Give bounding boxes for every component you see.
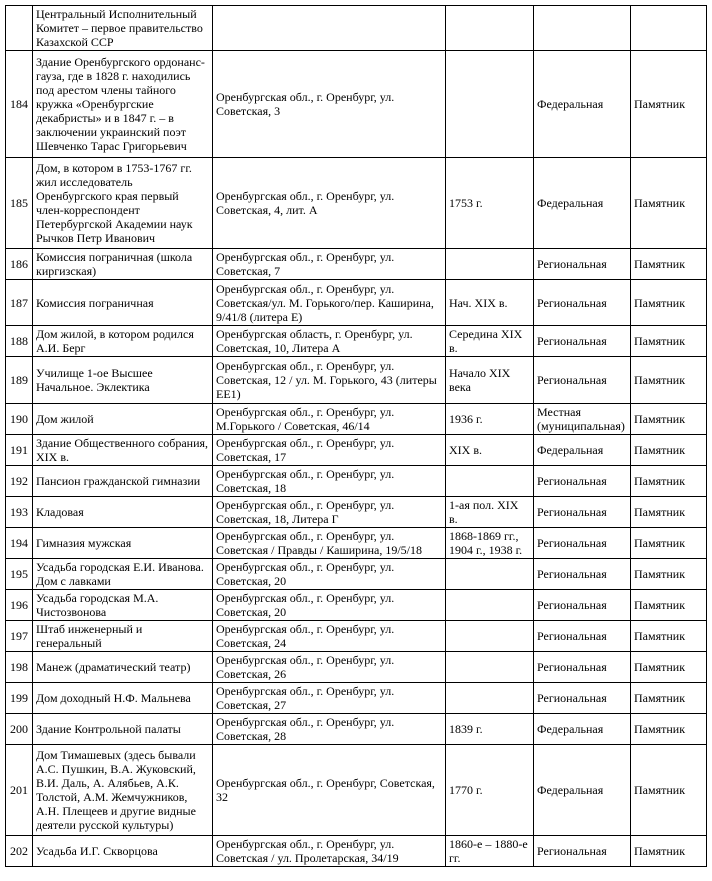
protection-category: Федеральная — [534, 745, 631, 836]
table-body — [6, 6, 707, 867]
table-row — [6, 466, 707, 497]
row-number: 185 — [6, 158, 33, 249]
row-number: 190 — [6, 404, 33, 435]
object-type: Памятник — [631, 528, 707, 559]
monument-address: Оренбургская обл., г. Оренбург, ул. М.Горького / Советская, 46/14 — [213, 404, 446, 435]
table-row — [6, 6, 707, 51]
table-row — [6, 404, 707, 435]
protection-category: Региональная — [534, 326, 631, 357]
monument-address: Оренбургская обл., г. Оренбург, ул. Советская, 7 — [213, 249, 446, 280]
monument-date: 1770 г. — [446, 745, 534, 836]
row-number: 191 — [6, 435, 33, 466]
monument-name: Училище 1-ое Высшее Начальное. Эклектика — [33, 357, 213, 404]
protection-category: Региональная — [534, 683, 631, 714]
protection-category: Региональная — [534, 466, 631, 497]
monument-date — [446, 249, 534, 280]
row-number: 197 — [6, 621, 33, 652]
protection-category: Региональная — [534, 528, 631, 559]
monument-address: Оренбургская обл., г. Оренбург, ул. Советская, 27 — [213, 683, 446, 714]
row-number: 184 — [6, 51, 33, 158]
monument-date — [446, 6, 534, 51]
table-row — [6, 683, 707, 714]
protection-category: Региональная — [534, 280, 631, 326]
monument-name: Комиссия пограничная — [33, 280, 213, 326]
row-number: 202 — [6, 836, 33, 867]
monument-name: Комиссия пограничная (школа киргизская) — [33, 249, 213, 280]
object-type: Памятник — [631, 357, 707, 404]
protection-category: Федеральная — [534, 158, 631, 249]
protection-category — [534, 6, 631, 51]
row-number: 189 — [6, 357, 33, 404]
monument-date: 1-ая пол. XIX в. — [446, 497, 534, 528]
table-row — [6, 745, 707, 836]
monument-name: Штаб инженерный и генеральный — [33, 621, 213, 652]
monument-address: Оренбургская обл., г. Оренбург, ул. Советская, 20 — [213, 559, 446, 590]
monument-address: Оренбургская обл., г. Оренбург, ул. Советская, 20 — [213, 590, 446, 621]
protection-category: Региональная — [534, 559, 631, 590]
monuments-table — [5, 5, 707, 867]
monument-name: Пансион гражданской гимназии — [33, 466, 213, 497]
monument-address: Оренбургская обл., г. Оренбург, ул. Советская, 17 — [213, 435, 446, 466]
monument-date: 1860-е – 1880-е гг. — [446, 836, 534, 867]
monument-name: Дом доходный Н.Ф. Мальнева — [33, 683, 213, 714]
monument-date: 1753 г. — [446, 158, 534, 249]
protection-category: Местная (муниципальная) — [534, 404, 631, 435]
monument-name: Кладовая — [33, 497, 213, 528]
table-row — [6, 590, 707, 621]
object-type: Памятник — [631, 326, 707, 357]
monument-address: Оренбургская обл., г. Оренбург, ул. Советская/ул. М. Горького/пер. Каширина, 9/41/8 (литера Е) — [213, 280, 446, 326]
monument-date — [446, 559, 534, 590]
monument-date: Начало XIX века — [446, 357, 534, 404]
protection-category: Региональная — [534, 621, 631, 652]
object-type: Памятник — [631, 51, 707, 158]
protection-category: Региональная — [534, 249, 631, 280]
object-type — [631, 6, 707, 51]
table-row — [6, 836, 707, 867]
table-row — [6, 497, 707, 528]
object-type: Памятник — [631, 652, 707, 683]
monument-date — [446, 590, 534, 621]
monument-address: Оренбургская область, г. Оренбург, ул. Советская, 10, Литера А — [213, 326, 446, 357]
protection-category: Региональная — [534, 590, 631, 621]
monument-name: Здание Оренбургского ордонанс-гауза, где в 1828 г. находились под арестом члены тайного кружка «Оренбургские декабристы» и в 1847 г. – в заключении украинский поэт Шевченко Тарас Григорьевич — [33, 51, 213, 158]
table-row — [6, 559, 707, 590]
monument-address: Оренбургская обл., г. Оренбург, ул. Советская, 24 — [213, 621, 446, 652]
table-row — [6, 158, 707, 249]
row-number: 194 — [6, 528, 33, 559]
monument-date: 1839 г. — [446, 714, 534, 745]
monument-date — [446, 683, 534, 714]
object-type: Памятник — [631, 590, 707, 621]
table-row — [6, 326, 707, 357]
table-row — [6, 51, 707, 158]
monument-name: Здание Общественного собрания, XIX в. — [33, 435, 213, 466]
monument-address: Оренбургская обл., г. Оренбург, ул. Советская / ул. Пролетарская, 34/19 — [213, 836, 446, 867]
row-number: 195 — [6, 559, 33, 590]
monument-name: Манеж (драматический театр) — [33, 652, 213, 683]
monument-address: Оренбургская обл., г. Оренбург, Советская, 32 — [213, 745, 446, 836]
protection-category: Региональная — [534, 836, 631, 867]
row-number: 199 — [6, 683, 33, 714]
object-type: Памятник — [631, 280, 707, 326]
monument-date: XIX в. — [446, 435, 534, 466]
table-row — [6, 249, 707, 280]
object-type: Памятник — [631, 745, 707, 836]
monument-name: Дом Тимашевых (здесь бывали А.С. Пушкин, В.А. Жуковский, В.И. Даль, А. Алябьев, А.К. Толстой, А.М. Жемчужников, А.Н. Плещеев и другие видные деятели русской культуры) — [33, 745, 213, 836]
object-type: Памятник — [631, 466, 707, 497]
monument-address: Оренбургская обл., г. Оренбург, ул. Советская, 28 — [213, 714, 446, 745]
monument-date: 1936 г. — [446, 404, 534, 435]
row-number: 186 — [6, 249, 33, 280]
row-number: 193 — [6, 497, 33, 528]
monument-date: Нач. XIX в. — [446, 280, 534, 326]
monument-date — [446, 51, 534, 158]
monument-name: Здание Контрольной палаты — [33, 714, 213, 745]
monument-name: Дом, в котором в 1753-1767 гг. жил исследователь Оренбургского края первый член-корреспондент Петербургской Академии наук Рычков Петр Иванович — [33, 158, 213, 249]
monument-address — [213, 6, 446, 51]
monument-name: Усадьба городская М.А. Чистозвонова — [33, 590, 213, 621]
protection-category: Региональная — [534, 652, 631, 683]
table-row — [6, 528, 707, 559]
object-type: Памятник — [631, 683, 707, 714]
object-type: Памятник — [631, 497, 707, 528]
table-row — [6, 714, 707, 745]
monument-date — [446, 621, 534, 652]
monument-address: Оренбургская обл., г. Оренбург, ул. Советская / Правды / Каширина, 19/5/18 — [213, 528, 446, 559]
row-number: 192 — [6, 466, 33, 497]
monument-name: Гимназия мужская — [33, 528, 213, 559]
protection-category: Федеральная — [534, 714, 631, 745]
table-row — [6, 621, 707, 652]
monument-name: Дом жилой, в котором родился А.И. Берг — [33, 326, 213, 357]
protection-category: Федеральная — [534, 51, 631, 158]
object-type: Памятник — [631, 836, 707, 867]
object-type: Памятник — [631, 435, 707, 466]
monument-name: Центральный Исполнительный Комитет – первое правительство Казахской ССР — [33, 6, 213, 51]
table-row — [6, 652, 707, 683]
table-row — [6, 280, 707, 326]
monument-name: Дом жилой — [33, 404, 213, 435]
monument-name: Усадьба городская Е.И. Иванова. Дом с лавками — [33, 559, 213, 590]
monument-name: Усадьба И.Г. Скворцова — [33, 836, 213, 867]
protection-category: Федеральная — [534, 435, 631, 466]
row-number: 198 — [6, 652, 33, 683]
protection-category: Региональная — [534, 497, 631, 528]
monument-date — [446, 466, 534, 497]
object-type: Памятник — [631, 559, 707, 590]
table-row — [6, 435, 707, 466]
monument-date — [446, 652, 534, 683]
monument-address: Оренбургская обл., г. Оренбург, ул. Советская, 4, лит. А — [213, 158, 446, 249]
object-type: Памятник — [631, 404, 707, 435]
object-type: Памятник — [631, 249, 707, 280]
object-type: Памятник — [631, 158, 707, 249]
monument-address: Оренбургская обл., г. Оренбург, ул. Советская, 18 — [213, 466, 446, 497]
row-number: 201 — [6, 745, 33, 836]
monument-address: Оренбургская обл., г. Оренбург, ул. Советская, 18, Литера Г — [213, 497, 446, 528]
object-type: Памятник — [631, 714, 707, 745]
monument-date: Середина XIX в. — [446, 326, 534, 357]
monument-address: Оренбургская обл., г. Оренбург, ул. Советская, 12 / ул. М. Горького, 43 (литеры ЕЕ1) — [213, 357, 446, 404]
protection-category: Региональная — [534, 357, 631, 404]
row-number: 200 — [6, 714, 33, 745]
monument-address: Оренбургская обл., г. Оренбург, ул. Советская, 26 — [213, 652, 446, 683]
row-number: 196 — [6, 590, 33, 621]
table-row — [6, 357, 707, 404]
row-number: 188 — [6, 326, 33, 357]
row-number — [6, 6, 33, 51]
monument-address: Оренбургская обл., г. Оренбург, ул. Советская, 3 — [213, 51, 446, 158]
row-number: 187 — [6, 280, 33, 326]
object-type: Памятник — [631, 621, 707, 652]
monument-date: 1868-1869 гг., 1904 г., 1938 г. — [446, 528, 534, 559]
